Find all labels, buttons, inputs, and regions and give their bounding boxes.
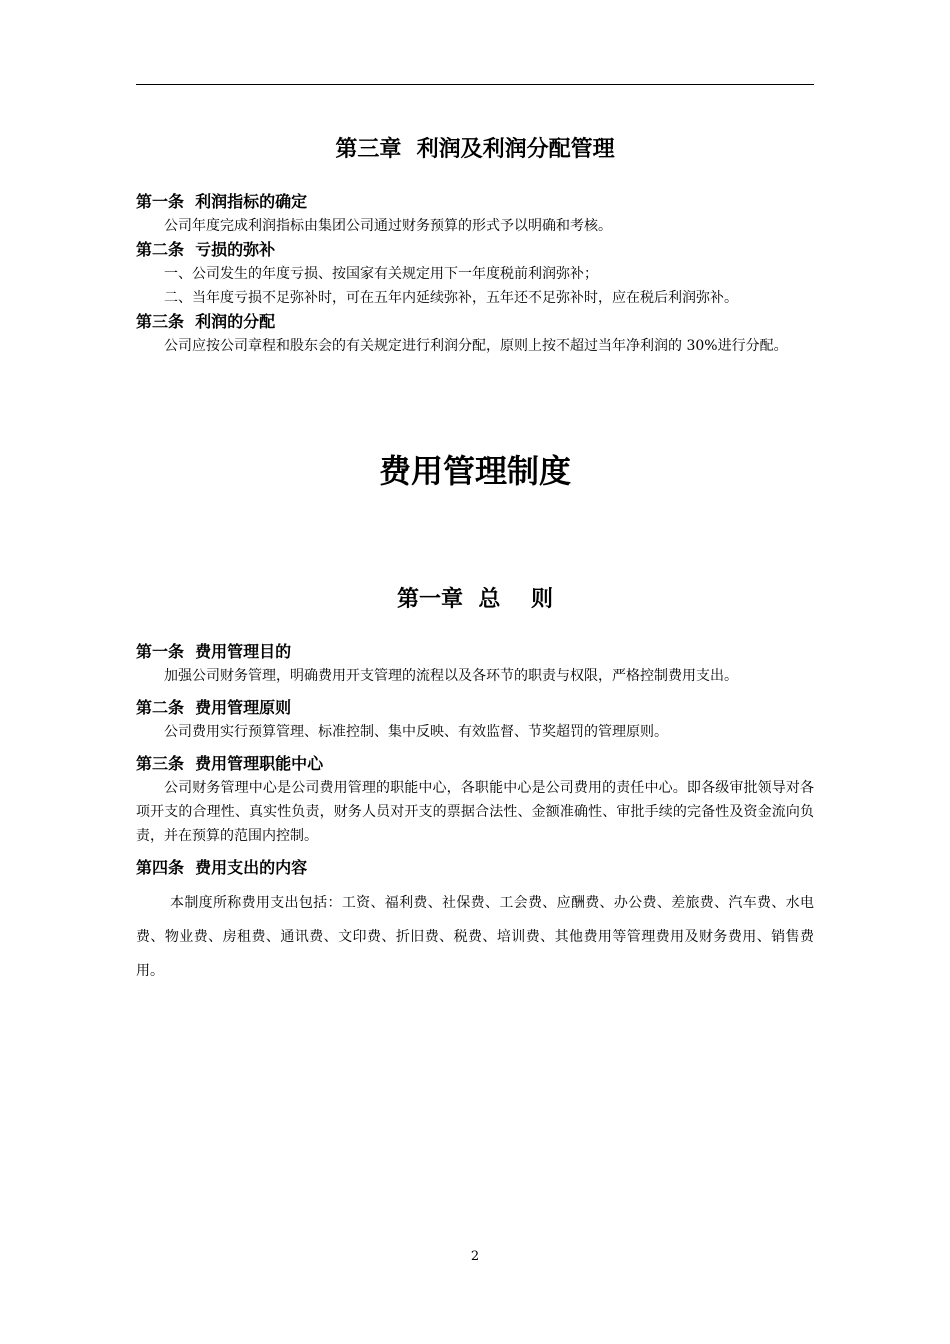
page-content <box>136 128 814 988</box>
document-title: 费用管理制度 <box>378 452 571 490</box>
chapter-1-article-1 <box>136 640 814 688</box>
article-heading: 第三条 利润的分配 <box>136 312 276 331</box>
article-heading: 第三条 费用管理职能中心 <box>136 754 324 773</box>
header-rule <box>136 84 814 85</box>
article-paragraph: 公司财务管理中心是公司费用管理的职能中心，各职能中心是公司费用的责任中心。即各级审批领导对各项开支的合理性、真实性负责，财务人员对开支的票据合法性、金额准确性、审批手续的完备性及资金流向负责，并在预算的范围内控制。 <box>136 780 814 844</box>
article-paragraph: 本制度所称费用支出包括：工资、福利费、社保费、工会费、应酬费、办公费、差旅费、汽车费、水电费、物业费、房租费、通讯费、文印费、折旧费、税费、培训费、其他费用等管理费用及财务费用、销售费用。 <box>136 895 814 979</box>
chapter-3-article-1 <box>136 190 814 238</box>
article-paragraph: 公司应按公司章程和股东会的有关规定进行利润分配，原则上按不超过当年净利润的 30%进行分配。 <box>164 338 788 354</box>
chapter-1-article-3 <box>136 752 814 848</box>
article-heading: 第二条 费用管理原则 <box>136 698 292 717</box>
article-paragraph: 一、公司发生的年度亏损、按国家有关规定用下一年度税前利润弥补； <box>164 266 598 282</box>
chapter-1-article-4 <box>136 856 814 988</box>
spacer <box>136 496 814 578</box>
chapter-1-title: 第一章 总 则 <box>397 587 553 612</box>
spacer <box>136 358 814 446</box>
chapter-3-article-2 <box>136 238 814 310</box>
article-paragraph: 公司费用实行预算管理、标准控制、集中反映、有效监督、节奖超罚的管理原则。 <box>164 724 668 740</box>
chapter-3-title: 第三章 利润及利润分配管理 <box>335 137 615 162</box>
article-paragraph: 加强公司财务管理，明确费用开支管理的流程以及各环节的职责与权限，严格控制费用支出。 <box>164 668 738 684</box>
article-heading: 第二条 亏损的弥补 <box>136 240 276 259</box>
chapter-1-article-2 <box>136 696 814 744</box>
article-heading: 第四条 费用支出的内容 <box>136 858 308 877</box>
article-heading: 第一条 费用管理目的 <box>136 642 292 661</box>
article-heading: 第一条 利润指标的确定 <box>136 192 308 211</box>
page-number: 2 <box>470 1249 480 1264</box>
chapter-3-article-3 <box>136 310 814 358</box>
article-paragraph: 公司年度完成利润指标由集团公司通过财务预算的形式予以明确和考核。 <box>164 218 612 234</box>
article-paragraph: 二、当年度亏损不足弥补时，可在五年内延续弥补，五年还不足弥补时，应在税后利润弥补。 <box>164 290 738 306</box>
